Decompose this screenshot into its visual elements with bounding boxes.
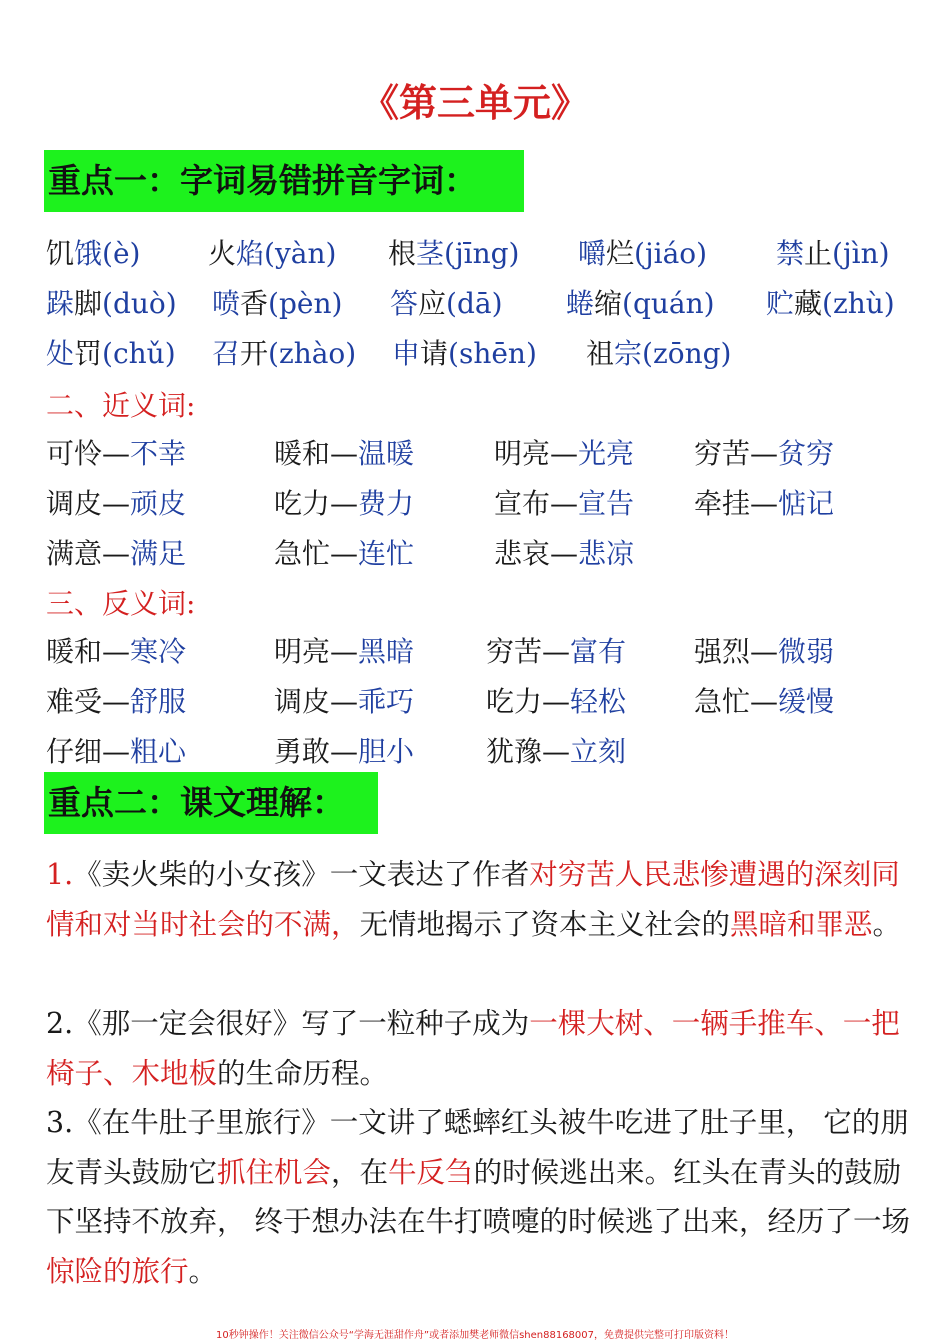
antonym-pair: 穷苦—富有 [486,635,627,668]
pinyin-row-2 [0,282,950,322]
synonyms-heading: 二、近义词: [46,389,196,422]
antonym-pair: 强烈—微弱 [694,635,835,668]
pinyin-word: 跺脚(duò) [46,287,177,320]
pinyin-row-1 [0,232,950,272]
footer-promo-text: 10秒钟操作！关注微信公众号“学海无涯甜作舟”或者添加樊老师微信shen88168007，免费提供完整可打印版资料！ [215,1330,735,1341]
synonym-pair: 满意—满足 [46,537,187,570]
section-1-heading: 重点一：字词易错拼音字词： [44,150,524,212]
pinyin-word: 申请(shēn) [392,337,537,370]
antonym-pair: 明亮—黑暗 [274,635,415,668]
antonym-pair: 急忙—缓慢 [694,685,835,718]
synonym-pair: 吃力—费力 [274,487,415,520]
pinyin-word: 祖宗(zōng) [586,337,732,370]
antonym-pair: 勇敢—胆小 [274,735,415,768]
synonym-row-3 [0,532,950,572]
pinyin-word: 火焰(yàn) [208,237,337,270]
antonyms-heading: 三、反义词: [46,587,196,620]
antonym-row-3 [0,730,950,770]
pinyin-word: 召开(zhào) [212,337,357,370]
antonym-pair: 暖和—寒冷 [46,635,187,668]
page-title: 《第三单元》 [360,81,589,125]
synonym-row-2 [0,482,950,522]
comprehension-item-3: 3.《在牛肚子里旅行》一文讲了蟋蟀红头被牛吃进了肚子里， 它的朋友青头鼓励它抓住机会，在牛反刍的时候逃出来。红头在青头的鼓励下坚持不放弃， 终于想办法在牛打喷嚏的时候逃了出来，经历了一场惊险的旅行。 [46,1106,911,1289]
antonym-pair: 吃力—轻松 [486,685,627,718]
synonym-row-1 [0,432,950,472]
synonym-pair: 可怜—不幸 [46,437,187,470]
synonym-pair: 牵挂—惦记 [694,487,835,520]
synonym-pair: 调皮—顽皮 [46,487,187,520]
pinyin-word: 根茎(jīng) [388,237,520,270]
synonym-pair: 急忙—连忙 [274,537,415,570]
antonym-pair: 仔细—粗心 [46,735,187,768]
pinyin-word: 喷香(pèn) [212,287,343,320]
pinyin-word: 蜷缩(quán) [566,287,715,320]
synonym-pair: 宣布—宣告 [494,487,635,520]
pinyin-row-3 [0,332,950,372]
pinyin-word: 答应(dā) [390,287,503,320]
synonym-pair: 暖和—温暖 [274,437,415,470]
synonym-pair: 明亮—光亮 [494,437,635,470]
pinyin-word: 嚼烂(jiáo) [578,237,708,270]
pinyin-word: 处罚(chǔ) [46,337,176,370]
pinyin-word: 饥饿(è) [46,237,141,270]
antonym-pair: 犹豫—立刻 [486,735,627,768]
pinyin-word: 贮藏(zhù) [766,287,895,320]
antonym-row-2 [0,680,950,720]
synonym-pair: 穷苦—贫穷 [694,437,835,470]
antonym-pair: 调皮—乖巧 [274,685,415,718]
pinyin-word: 禁止(jìn) [776,237,890,270]
antonym-pair: 难受—舒服 [46,685,187,718]
comprehension-item-1: 1.《卖火柴的小女孩》一文表达了作者对穷苦人民悲惨遭遇的深刻同情和对当时社会的不满，无情地揭示了资本主义社会的黑暗和罪恶。 [46,858,902,941]
comprehension-item-2: 2.《那一定会很好》写了一粒种子成为一棵大树、一辆手推车、一把椅子、木地板的生命历程。 [46,1007,900,1090]
synonym-pair: 悲哀—悲凉 [494,537,635,570]
section-2-heading: 重点二：课文理解： [44,772,378,834]
antonym-row-1 [0,630,950,670]
